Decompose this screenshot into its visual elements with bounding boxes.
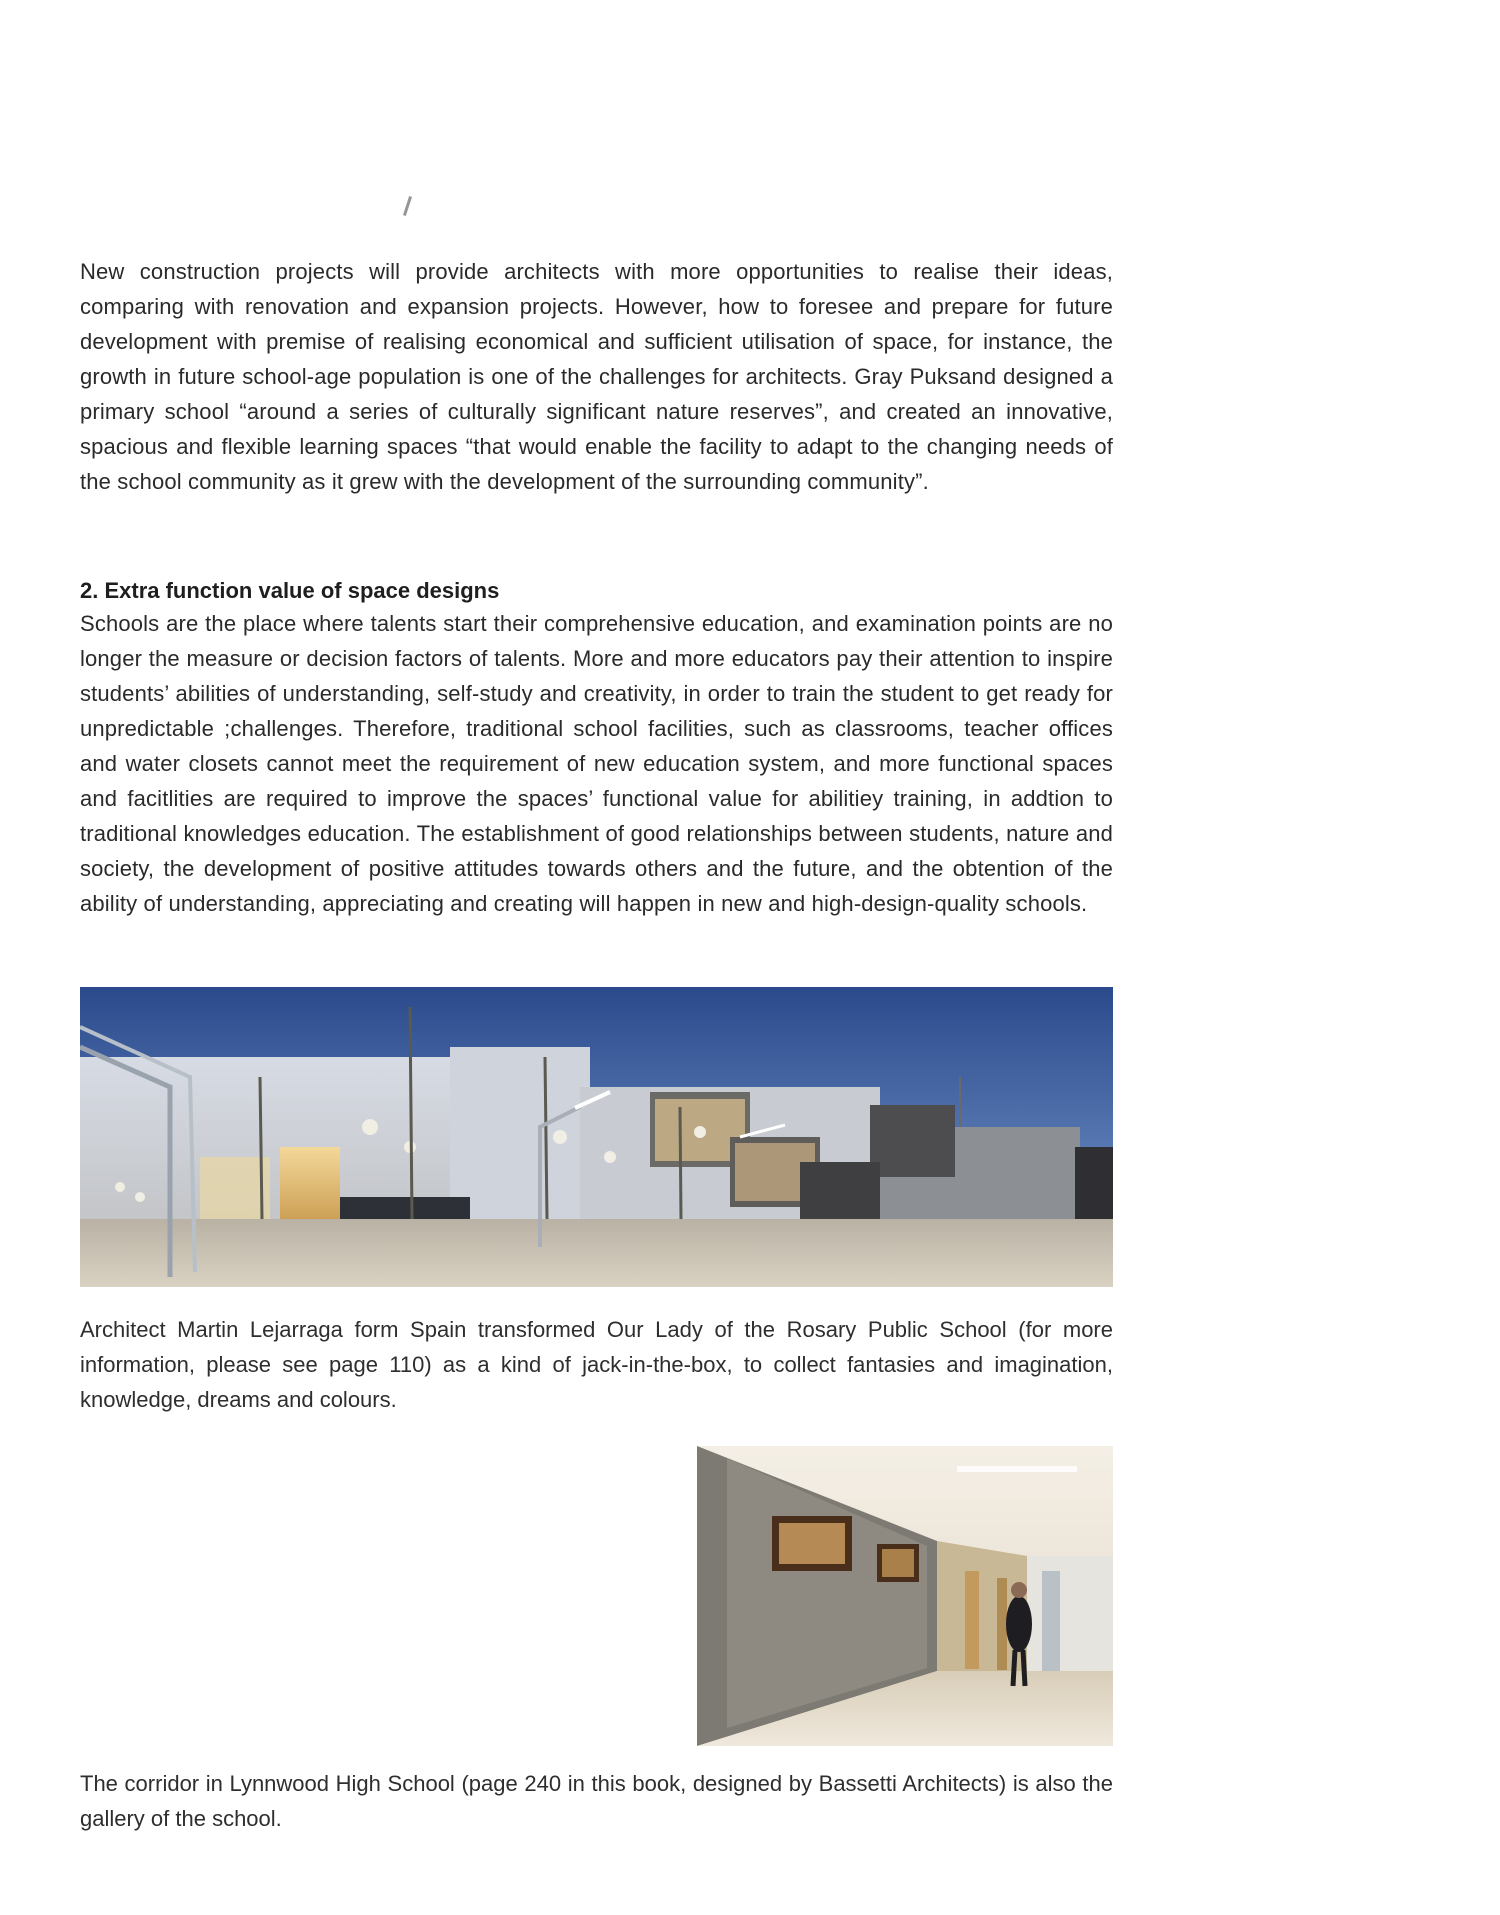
corridor-photo-caption: The corridor in Lynnwood High School (page 240 in this book, designed by Bassetti Architects) is also the gallery of the school.	[80, 1771, 1113, 1831]
corridor-photo	[697, 1446, 1113, 1746]
section-heading: 2. Extra function value of space designs	[80, 578, 500, 603]
school-exterior-illustration	[80, 987, 1113, 1287]
stray-pen-mark	[403, 196, 412, 216]
corridor-illustration	[697, 1446, 1113, 1746]
school-photo-caption: Architect Martin Lejarraga form Spain transformed Our Lady of the Rosary Public School (for more information, please see page 110) as a kind of jack-in-the-box, to collect fantasies and imagination, knowledge, dreams and colours.	[80, 1317, 1113, 1412]
school-exterior-photo	[80, 987, 1113, 1287]
section-body-paragraph: Schools are the place where talents start their comprehensive education, and examination points are no longer the measure or decision factors of talents. More and more educators pay their attention to inspire students’ abilities of understanding, self-study and creativity, in order to train the student to get ready for unpredictable ;challenges. Therefore, traditional school facilities, such as classrooms, teacher offices and water closets cannot meet the requirement of new education system, and more functional spaces and facitlities are required to improve the spaces’ functional value for abilitiey training, in addtion to traditional knowledges education. The establishment of good relationships between students, nature and society, the development of positive attitudes towards others and the future, and the obtention of the ability of understanding, appreciating and creating will happen in new and high-design-quality schools.	[80, 611, 1113, 916]
intro-paragraph: New construction projects will provide architects with more opportunities to realise their ideas, comparing with renovation and expansion projects. However, how to foresee and prepare for future development with premise of realising economical and sufficient utilisation of space, for instance, the growth in future school-age population is one of the challenges for architects. Gray Puksand designed a primary school “around a series of culturally significant nature reserves”, and created an innovative, spacious and flexible learning spaces “that would enable the facility to adapt to the changing needs of the school community as it grew with the development of the surrounding community”.	[80, 259, 1113, 494]
